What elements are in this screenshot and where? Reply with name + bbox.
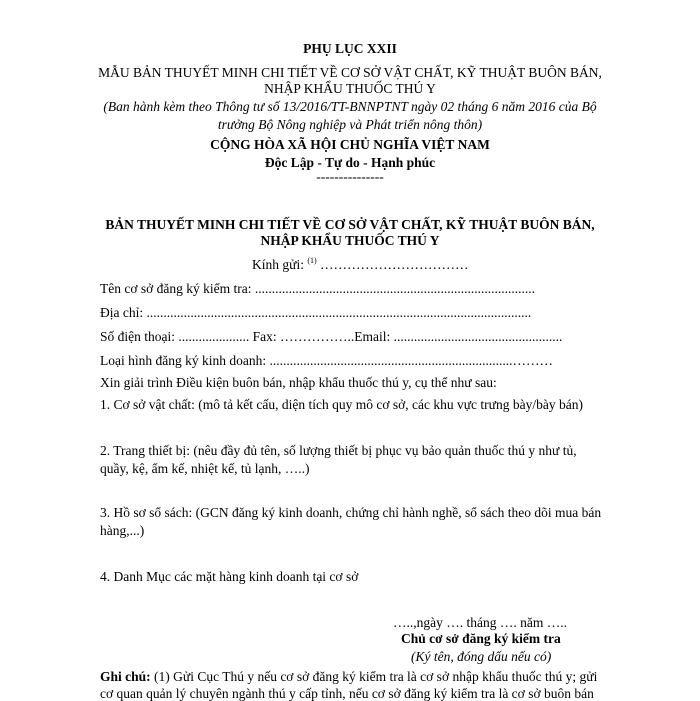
item-facilities: 1. Cơ sở vật chất: (mô tả kết cấu, diện tích quy mô cơ sở, các khu vực trưng bày/bày bán) [100,397,583,412]
contact-field: Số điện thoại: ..................... Fax: ……………..Email: .................................................. [100,329,563,344]
item-records-line-1: 3. Hồ sơ sổ sách: (GCN đăng ký kinh doanh, chứng chỉ hành nghề, sổ sách theo dõi mua bán [100,505,602,520]
item-product-list: 4. Danh Mục các mặt hàng kinh doanh tại cơ sở [100,569,359,584]
item-equipment-line-1: 2. Trang thiết bị: (nêu đầy đủ tên, số lượng thiết bị phục vụ bảo quản thuốc thú y như tủ, [100,443,577,458]
form-title-line-1: MẪU BẢN THUYẾT MINH CHI TIẾT VỀ CƠ SỞ VẬT CHẤT, KỸ THUẬT BUÔN BÁN, [98,65,602,80]
address-field: Địa chỉ: .................................................................................................................. [100,305,532,320]
item-equipment-line-2: quầy, kệ, ẩm kế, nhiệt kế, tủ lạnh, …..) [100,461,310,476]
issuance-note-line-1: (Ban hành kèm theo Thông tư số 13/2016/TT-BNNPTNT ngày 02 tháng 6 năm 2016 của Bộ [103,99,597,114]
recipient-line [252,258,469,272]
recipient-footnote-mark: (1) [307,256,317,265]
header-divider: --------------- [316,169,384,184]
document-title-line-2: NHẬP KHẨU THUỐC THÚ Y [260,233,440,248]
date-line: …..,ngày …. tháng …. năm ….. [393,615,567,630]
business-type-field: Loại hình đăng ký kinh doanh: ........................................................................……… [100,353,553,368]
footnote-label: Ghi chú: [100,669,151,684]
recipient-blank: …………………………… [320,257,469,272]
document-title-line-1: BẢN THUYẾT MINH CHI TIẾT VỀ CƠ SỞ VẬT CHẤT, KỸ THUẬT BUÔN BÁN, [105,217,595,232]
facility-name-field: Tên cơ sở đăng ký kiểm tra: ................................................................................... [100,281,535,296]
footnote-line-1 [100,670,597,684]
footnote-line-2: cơ quan quản lý chuyên ngành thú y cấp tỉnh, nếu cơ sở đăng ký kiểm tra là cơ sở buôn bán [100,686,594,701]
form-title-line-2: NHẬP KHẨU THUỐC THÚ Y [264,81,436,96]
signer-title: Chủ cơ sở đăng ký kiểm tra [401,631,561,646]
recipient-label: Kính gửi: [252,257,304,272]
footnote-text-1: (1) Gửi Cục Thú y nếu cơ sở đăng ký kiểm tra là cơ sở nhập khẩu thuốc thú y; gửi [150,669,598,684]
issuance-note-line-2: trưởng Bộ Nông nghiệp và Phát triển nông thôn) [217,117,483,132]
appendix-label: PHỤ LỤC XXII [303,41,397,56]
explanation-intro: Xin giải trình Điều kiện buôn bán, nhập khẩu thuốc thú y, cụ thể như sau: [100,375,497,390]
item-records-line-2: hàng,...) [100,523,145,538]
signature-note: (Ký tên, đóng dấu nếu có) [411,649,552,664]
national-motto: Độc Lập - Tự do - Hạnh phúc [264,155,436,170]
country-name: CỘNG HÒA XÃ HỘI CHỦ NGHĨA VIỆT NAM [210,137,490,152]
